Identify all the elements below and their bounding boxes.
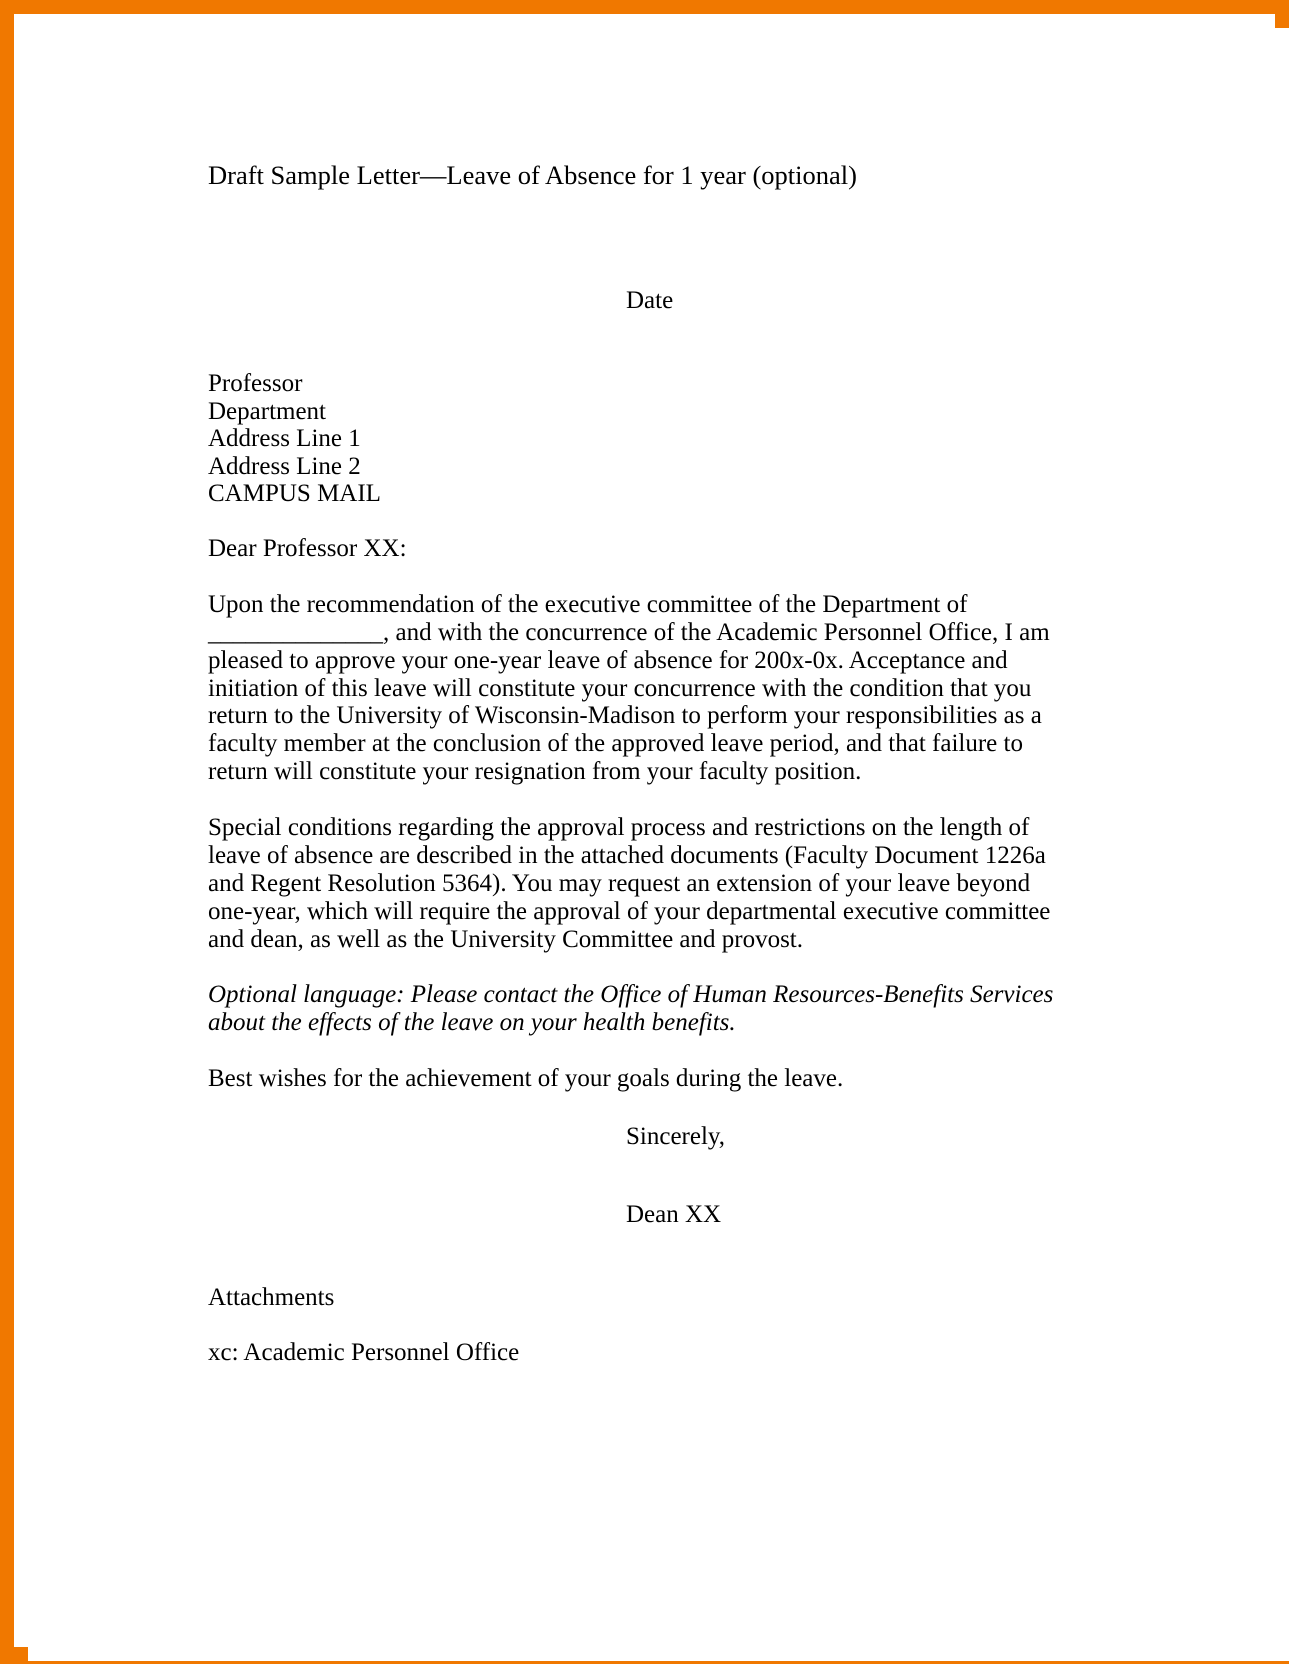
date-placeholder: Date [626, 287, 674, 315]
closing-salutation: Sincerely, [626, 1123, 726, 1151]
document-page [28, 28, 1289, 1661]
letter-body [194, 158, 1066, 1367]
best-wishes-paragraph: Best wishes for the achievement of your goals during the leave. [208, 1065, 844, 1093]
body-paragraph-2: Special conditions regarding the approval process and restrictions on the length of leave of absence are described in the attached documents (Faculty Document 1226a and Regent Resolution 5364). You may request an extension of your leave beyond one-year, which will require the approval of your departmental executive committee and dean, as well as the University Committee and provost. [208, 814, 1051, 953]
recipient-address-block [194, 370, 1066, 508]
body-paragraph-1: Upon the recommendation of the executive committee of the Department of ______________, and with the concurrence of the Academic Personnel Office, I am pleased to approve your one-year leave of absence for 200x-0x. Acceptance and initiation of this leave will constitute your concurrence with the condition that you return to the University of Wisconsin-Madison to perform your responsibilities as a faculty member at the conclusion of the approved leave period, and that failure to return will constitute your resignation from your faculty position. [208, 590, 1050, 786]
page-title: Draft Sample Letter—Leave of Absence for 1 year (optional) [208, 160, 857, 190]
address-line-professor: Professor [208, 370, 303, 398]
address-line-1: Address Line 1 [208, 425, 361, 453]
optional-language-paragraph: Optional language: Please contact the Office of Human Resources-Benefits Services about the effects of the leave on your health benefits. [208, 981, 1054, 1037]
address-line-campus-mail: CAMPUS MAIL [208, 480, 381, 508]
salutation: Dear Professor XX: [208, 534, 407, 562]
attachments-label: Attachments [208, 1284, 335, 1312]
signature-name: Dean XX [626, 1201, 722, 1229]
address-line-2: Address Line 2 [208, 452, 361, 480]
address-line-department: Department [208, 397, 327, 425]
carbon-copy-line: xc: Academic Personnel Office [208, 1339, 520, 1367]
